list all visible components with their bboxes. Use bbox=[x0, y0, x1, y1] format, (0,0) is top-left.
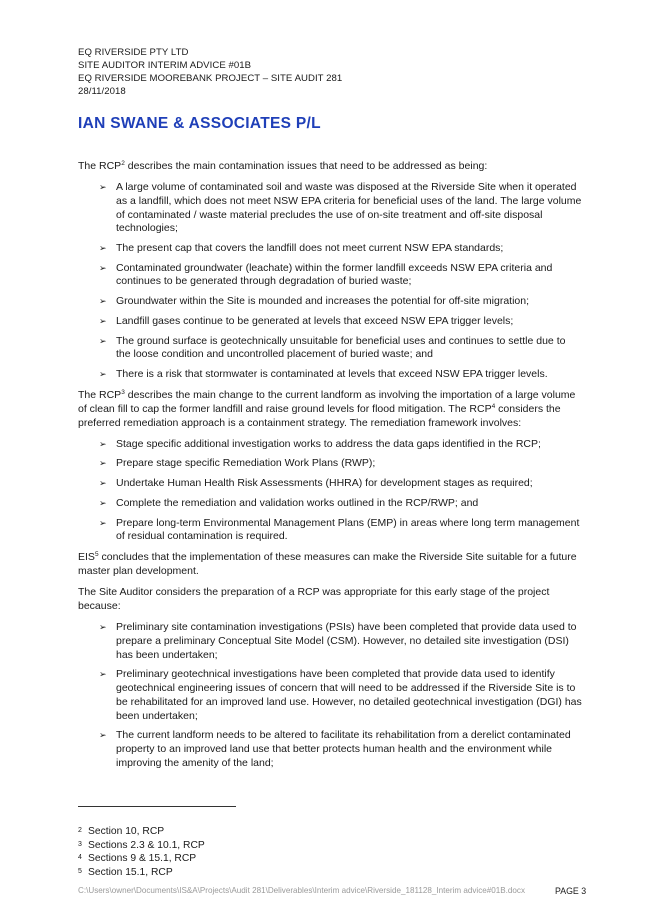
footnote-separator bbox=[78, 806, 236, 807]
footnote-ref: 3 bbox=[121, 389, 125, 397]
list-item-text: The present cap that covers the landfill does not meet current NSW EPA standards; bbox=[116, 242, 504, 255]
list-item bbox=[78, 477, 582, 491]
bullet-arrow-icon: ➢ bbox=[99, 368, 107, 379]
list-item-text: Preliminary geotechnical investigations have been completed that provide data used to identify geotechnical engineering issues of concern that will need to be addressed if the Riverside Site is to be rehabilitated for an improved land use. However, no detailed geotechnical investigation (DGI) has been undertaken; bbox=[116, 668, 582, 722]
text-run: describes the main change to the current landform as involving the importation of a large volume of clean fill to cap the former landfill and raise ground levels for flood mitigation. The RCP bbox=[78, 389, 576, 415]
footnote-number: 4 bbox=[78, 854, 82, 862]
document-header bbox=[78, 46, 342, 98]
bullet-arrow-icon: ➢ bbox=[99, 478, 107, 489]
list-item bbox=[78, 438, 582, 452]
paragraph-auditor-view: The Site Auditor considers the preparation of a RCP was appropriate for this early stage of the project because: bbox=[78, 586, 550, 613]
header-project: EQ RIVERSIDE MOOREBANK PROJECT – SITE AUDIT 281 bbox=[78, 73, 343, 84]
list-item-text: Undertake Human Health Risk Assessments (HHRA) for development stages as required; bbox=[116, 477, 533, 490]
header-date: 28/11/2018 bbox=[78, 86, 126, 97]
list-item-text: Prepare long-term Environmental Management Plans (EMP) in areas where long term management of residual contamination is required. bbox=[116, 516, 580, 543]
header-advice-title: SITE AUDITOR INTERIM ADVICE #01B bbox=[78, 60, 252, 71]
list-item bbox=[78, 295, 582, 309]
bullet-arrow-icon: ➢ bbox=[99, 730, 107, 741]
footnote-number: 2 bbox=[78, 827, 82, 834]
bullet-arrow-icon: ➢ bbox=[99, 243, 107, 254]
list-item-text: A large volume of contaminated soil and waste was disposed at the Riverside Site when it operated as a landfill, which does not meet NSW EPA criteria for beneficial uses of the land. The large volume of contaminated / waste material precludes the use of on-site treatment and off-site disposal technologies; bbox=[116, 181, 582, 235]
footnote-ref: 5 bbox=[94, 551, 99, 559]
footnote-text: Sections 2.3 & 10.1, RCP bbox=[88, 839, 205, 851]
footnote-text: Section 15.1, RCP bbox=[88, 866, 173, 878]
list-item bbox=[78, 497, 582, 511]
list-item bbox=[78, 668, 582, 723]
list-item bbox=[78, 368, 582, 382]
list-item bbox=[78, 335, 582, 362]
list-item-text: Landfill gases continue to be generated at levels that exceed NSW EPA trigger levels; bbox=[116, 314, 514, 327]
bullet-arrow-icon: ➢ bbox=[99, 622, 107, 633]
bullet-arrow-icon: ➢ bbox=[99, 262, 107, 273]
footnote-number: 5 bbox=[78, 867, 82, 875]
list-contamination-issues bbox=[78, 181, 582, 381]
footnote-ref: 2 bbox=[121, 160, 125, 167]
footer-file-path: C:\Users\owner\Documents\IS&A\Projects\Audit 281\Deliverables\Interim advice\Riverside_181128_Interim advice#01B.docx bbox=[78, 886, 526, 895]
bullet-arrow-icon: ➢ bbox=[99, 497, 107, 508]
footnotes bbox=[78, 825, 205, 879]
list-item-text: Groundwater within the Site is mounded and increases the potential for off-site migration; bbox=[116, 295, 530, 308]
bullet-arrow-icon: ➢ bbox=[99, 517, 107, 528]
text-run: The RCP bbox=[78, 389, 122, 402]
list-item-text: Contaminated groundwater (leachate) within the former landfill exceeds NSW EPA criteria and continues to be generated through degradation of buried waste; bbox=[116, 261, 553, 288]
text-run: EIS bbox=[78, 551, 95, 564]
list-item bbox=[78, 242, 582, 256]
list-item-text: Preliminary site contamination investigations (PSIs) have been completed that provide data used to prepare a preliminary Conceptual Site Model (CSM). However, no detailed site investigation (DSI) has been undertaken; bbox=[116, 621, 577, 661]
list-item-text: There is a risk that stormwater is contaminated at levels that exceed NSW EPA trigger levels. bbox=[116, 367, 548, 380]
bullet-arrow-icon: ➢ bbox=[99, 669, 107, 680]
list-item bbox=[78, 729, 582, 770]
list-item bbox=[78, 181, 582, 236]
footnote-ref: 4 bbox=[491, 402, 496, 410]
list-item-text: Complete the remediation and validation works outlined in the RCP/RWP; and bbox=[116, 496, 479, 509]
list-auditor-reasons bbox=[78, 621, 582, 770]
bullet-arrow-icon: ➢ bbox=[99, 458, 107, 469]
document-body bbox=[78, 160, 582, 778]
header-company: EQ RIVERSIDE PTY LTD bbox=[78, 47, 189, 58]
bullet-arrow-icon: ➢ bbox=[99, 182, 107, 193]
company-brand: IAN SWANE & ASSOCIATES P/L bbox=[78, 115, 321, 132]
paragraph-rcp-landform bbox=[78, 389, 582, 430]
footnote-number: 3 bbox=[78, 840, 82, 848]
list-item-text: The ground surface is geotechnically unsuitable for beneficial uses and continues to settle due to the loose condition and uncontrolled placement of buried waste; and bbox=[116, 334, 566, 361]
list-remediation-framework bbox=[78, 438, 582, 544]
footnote bbox=[78, 839, 205, 853]
footnote-text: Section 10, RCP bbox=[88, 826, 165, 837]
list-item bbox=[78, 262, 582, 289]
list-item bbox=[78, 457, 582, 471]
footnote bbox=[78, 852, 205, 866]
footnote bbox=[78, 866, 205, 880]
bullet-arrow-icon: ➢ bbox=[99, 315, 107, 326]
paragraph-eis-conclusion bbox=[78, 551, 582, 578]
bullet-arrow-icon: ➢ bbox=[99, 296, 107, 307]
list-item bbox=[78, 315, 582, 329]
footnote-text: Sections 9 & 15.1, RCP bbox=[88, 853, 197, 865]
text-run: The RCP bbox=[78, 160, 122, 172]
footnote bbox=[78, 825, 205, 839]
list-item bbox=[78, 517, 582, 544]
list-item bbox=[78, 621, 582, 662]
paragraph-rcp-issues bbox=[78, 160, 582, 174]
text-run: considers the preferred remediation approach is a containment strategy. The remediation framework involves: bbox=[78, 402, 561, 429]
text-run: describes the main contamination issues that need to be addressed as being: bbox=[124, 160, 488, 172]
bullet-arrow-icon: ➢ bbox=[99, 335, 107, 346]
text-run: concludes that the implementation of these measures can make the Riverside Site suitable for a future master plan development. bbox=[78, 551, 577, 578]
bullet-arrow-icon: ➢ bbox=[99, 438, 107, 449]
list-item-text: Prepare stage specific Remediation Work Plans (RWP); bbox=[116, 457, 376, 470]
list-item-text: The current landform needs to be altered to facilitate its rehabilitation from a derelict contaminated property to an improved land use that better protects human health and the environment while improving the amenity of the land; bbox=[116, 729, 571, 769]
list-item-text: Stage specific additional investigation works to address the data gaps identified in the RCP; bbox=[116, 437, 541, 450]
footer-page-number: PAGE 3 bbox=[555, 886, 587, 896]
